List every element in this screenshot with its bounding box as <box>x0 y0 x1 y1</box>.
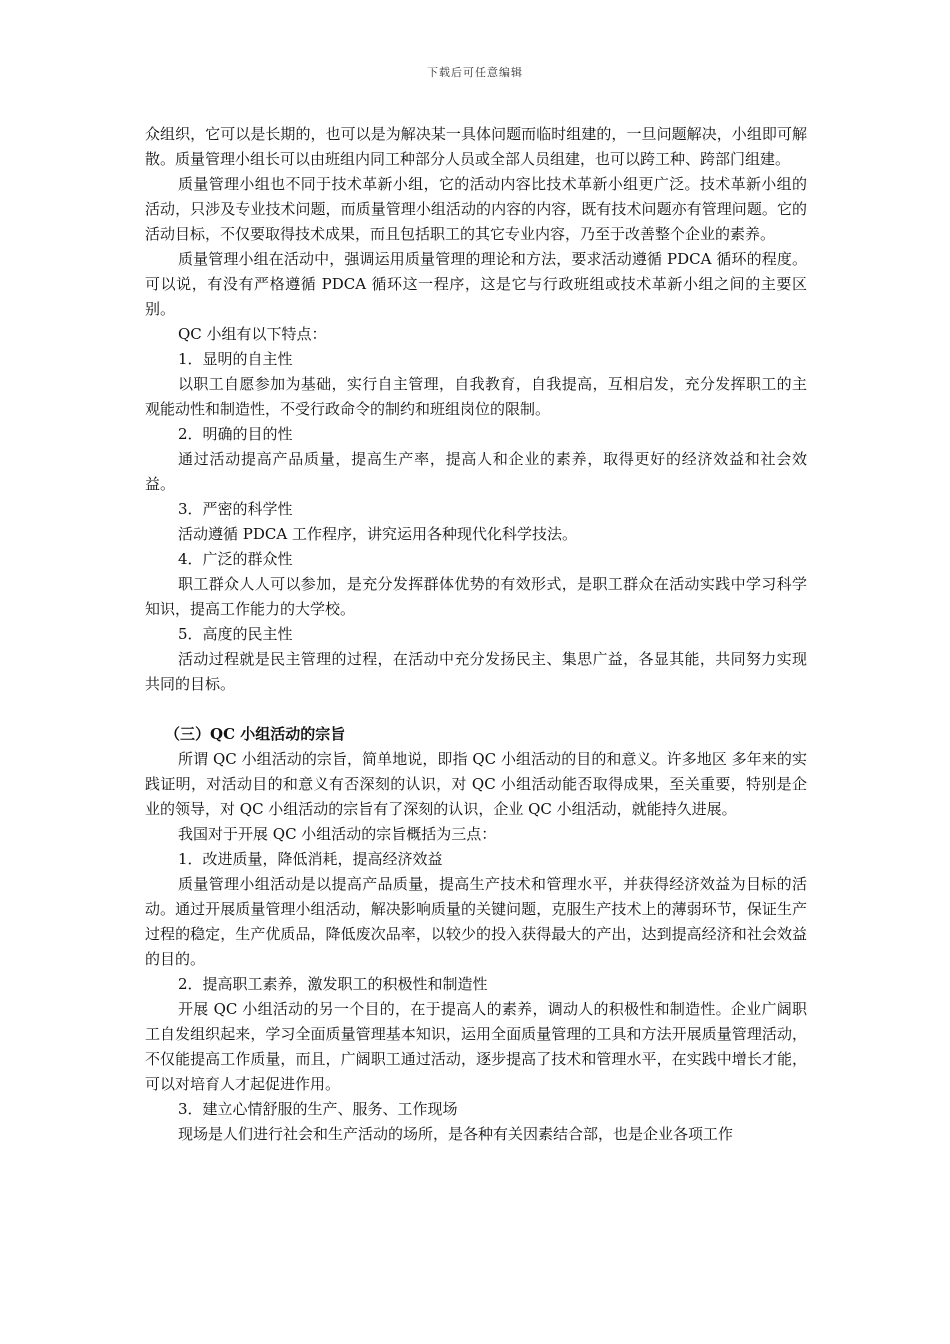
paragraph: 现场是人们进行社会和生产活动的场所，是各种有关因素结合部，也是企业各项工作 <box>178 1125 734 1143</box>
section-heading: （三）QC 小组活动的宗旨 <box>165 725 346 743</box>
list-item-heading: 3．建立心情舒服的生产、服务、工作现场 <box>178 1100 458 1118</box>
paragraph: 通过活动提高产品质量，提高生产率，提高人和企业的素养，取得更好的经济效益和社会效益。 <box>145 450 807 493</box>
paragraph: 所谓 QC 小组活动的宗旨，简单地说，即指 QC 小组活动的目的和意义。许多地区 多年来的实践证明，对活动目的和意义有否深刻的认识，对 QC 小组活动能否取得成果，至关重要，特别是企业的领导，对 QC 小组活动的宗旨有了深刻的认识，企业 QC 小组活动，就能持久进展。 <box>145 750 807 818</box>
paragraph: 活动过程就是民主管理的过程，在活动中充分发扬民主、集思广益，各显其能，共同努力实现共同的目标。 <box>145 650 807 693</box>
paragraph: 质量管理小组也不同于技术革新小组，它的活动内容比技术革新小组更广泛。技术革新小组的活动，只涉及专业技术问题，而质量管理小组活动的内容的内容，既有技术问题亦有管理问题。它的活动目标，不仅要取得技术成果，而且包括职工的其它专业内容，乃至于改善整个企业的素养。 <box>145 175 807 243</box>
list-item-heading: 2．提高职工素养，激发职工的积极性和制造性 <box>178 975 488 993</box>
paragraph: 质量管理小组在活动中，强调运用质量管理的理论和方法，要求活动遵循 PDCA 循环的程度。可以说，有没有严格遵循 PDCA 循环这一程序，这是它与行政班组或技术革新小组之间的主要区别。 <box>145 250 807 318</box>
list-item-heading: 1．显明的自主性 <box>178 350 293 368</box>
page-header: 下载后可任意编辑 <box>427 66 523 79</box>
paragraph: 活动遵循 PDCA 工作程序，讲究运用各种现代化科学技法。 <box>178 525 577 543</box>
paragraph: 职工群众人人可以参加，是充分发挥群体优势的有效形式，是职工群众在活动实践中学习科学知识，提高工作能力的大学校。 <box>145 575 807 618</box>
paragraph: 开展 QC 小组活动的另一个目的，在于提高人的素养，调动人的积极性和制造性。企业广阔职工自发组织起来，学习全面质量管理基本知识，运用全面质量管理的工具和方法开展质量管理活动，不仅能提高工作质量，而且，广阔职工通过活动，逐步提高了技术和管理水平，在实践中增长才能，可以对培育人才起促进作用。 <box>145 1000 807 1093</box>
paragraph-continuation: 众组织，它可以是长期的，也可以是为解决某一具体问题而临时组建的，一旦问题解决，小组即可解散。质量管理小组长可以由班组内同工种部分人员或全部人员组建，也可以跨工种、跨部门组建。 <box>145 125 807 168</box>
paragraph: 以职工自愿参加为基础，实行自主管理，自我教育，自我提高，互相启发，充分发挥职工的主观能动性和制造性，不受行政命令的制约和班组岗位的限制。 <box>145 375 807 418</box>
document-body <box>145 122 807 1147</box>
paragraph: QC 小组有以下特点： <box>178 325 327 343</box>
paragraph: 我国对于开展 QC 小组活动的宗旨概括为三点： <box>178 825 497 843</box>
list-item-heading: 4．广泛的群众性 <box>178 550 293 568</box>
list-item-heading: 5．高度的民主性 <box>178 625 293 643</box>
list-item-heading: 2．明确的目的性 <box>178 425 293 443</box>
paragraph: 质量管理小组活动是以提高产品质量，提高生产技术和管理水平，并获得经济效益为目标的活动。通过开展质量管理小组活动，解决影响质量的关键问题，克服生产技术上的薄弱环节，保证生产过程的稳定，生产优质品，降低废次品率，以较少的投入获得最大的产出，达到提高经济和社会效益的目的。 <box>145 875 807 968</box>
list-item-heading: 3．严密的科学性 <box>178 500 293 518</box>
list-item-heading: 1．改进质量，降低消耗，提高经济效益 <box>178 850 443 868</box>
